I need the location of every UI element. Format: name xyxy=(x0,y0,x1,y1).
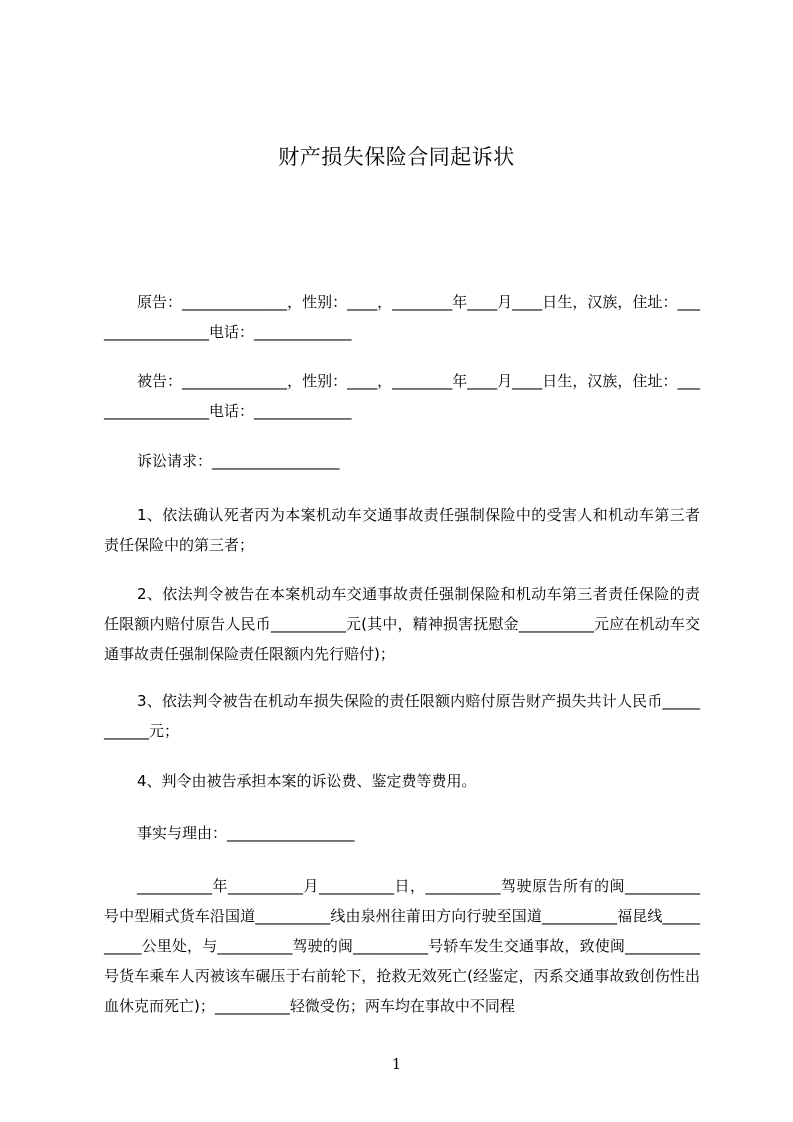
page-number: 1 xyxy=(391,1055,402,1073)
document-title: 财产损失保险合同起诉状 xyxy=(278,145,515,169)
facts-heading-paragraph: 事实与理由：_________________ xyxy=(137,824,355,842)
claim-item-2: 2、依法判令被告在本案机动车交通事故责任强制保险和机动车第三者责任保险的责任限额内赔付原告人民币__________元(其中，精神损害抚慰金__________元应在机动车交通事故责任强制保险责任限额内先行赔付)； xyxy=(104,585,700,663)
claim-item-1: 1、依法确认死者丙为本案机动车交通事故责任强制保险中的受害人和机动车第三者责任保险中的第三者； xyxy=(104,506,700,554)
plaintiff-info-paragraph: 原告：______________，性别：____，________年____月____日生，汉族，住址：_________________电话：_____________ xyxy=(104,293,700,341)
claim-item-3: 3、依法判令被告在机动车损失保险的责任限额内赔付原告财产损失共计人民币___________元； xyxy=(104,692,700,740)
defendant-info-paragraph: 被告：______________，性别：____，________年____月____日生，汉族，住址：_________________电话：_____________ xyxy=(104,372,700,420)
claim-item-4: 4、判令由被告承担本案的诉讼费、鉴定费等费用。 xyxy=(137,772,477,790)
facts-body-paragraph: __________年__________月__________日，__________驾驶原告所有的闽__________号中型厢式货车沿国道__________线由泉州往莆田方向行驶至国道__________福昆线__________公里处，与__________驾驶的闽__________号轿车发生交通事故，致使闽__________号货车乘车人丙被该车碾压于右前轮下，抢救无效死亡(经鉴定，丙系交通事故致创伤性出血休克而死亡)；__________轻微受伤；两车均在事故中不同程 xyxy=(104,877,700,1015)
claims-heading-paragraph: 诉讼请求：_________________ xyxy=(137,452,340,470)
